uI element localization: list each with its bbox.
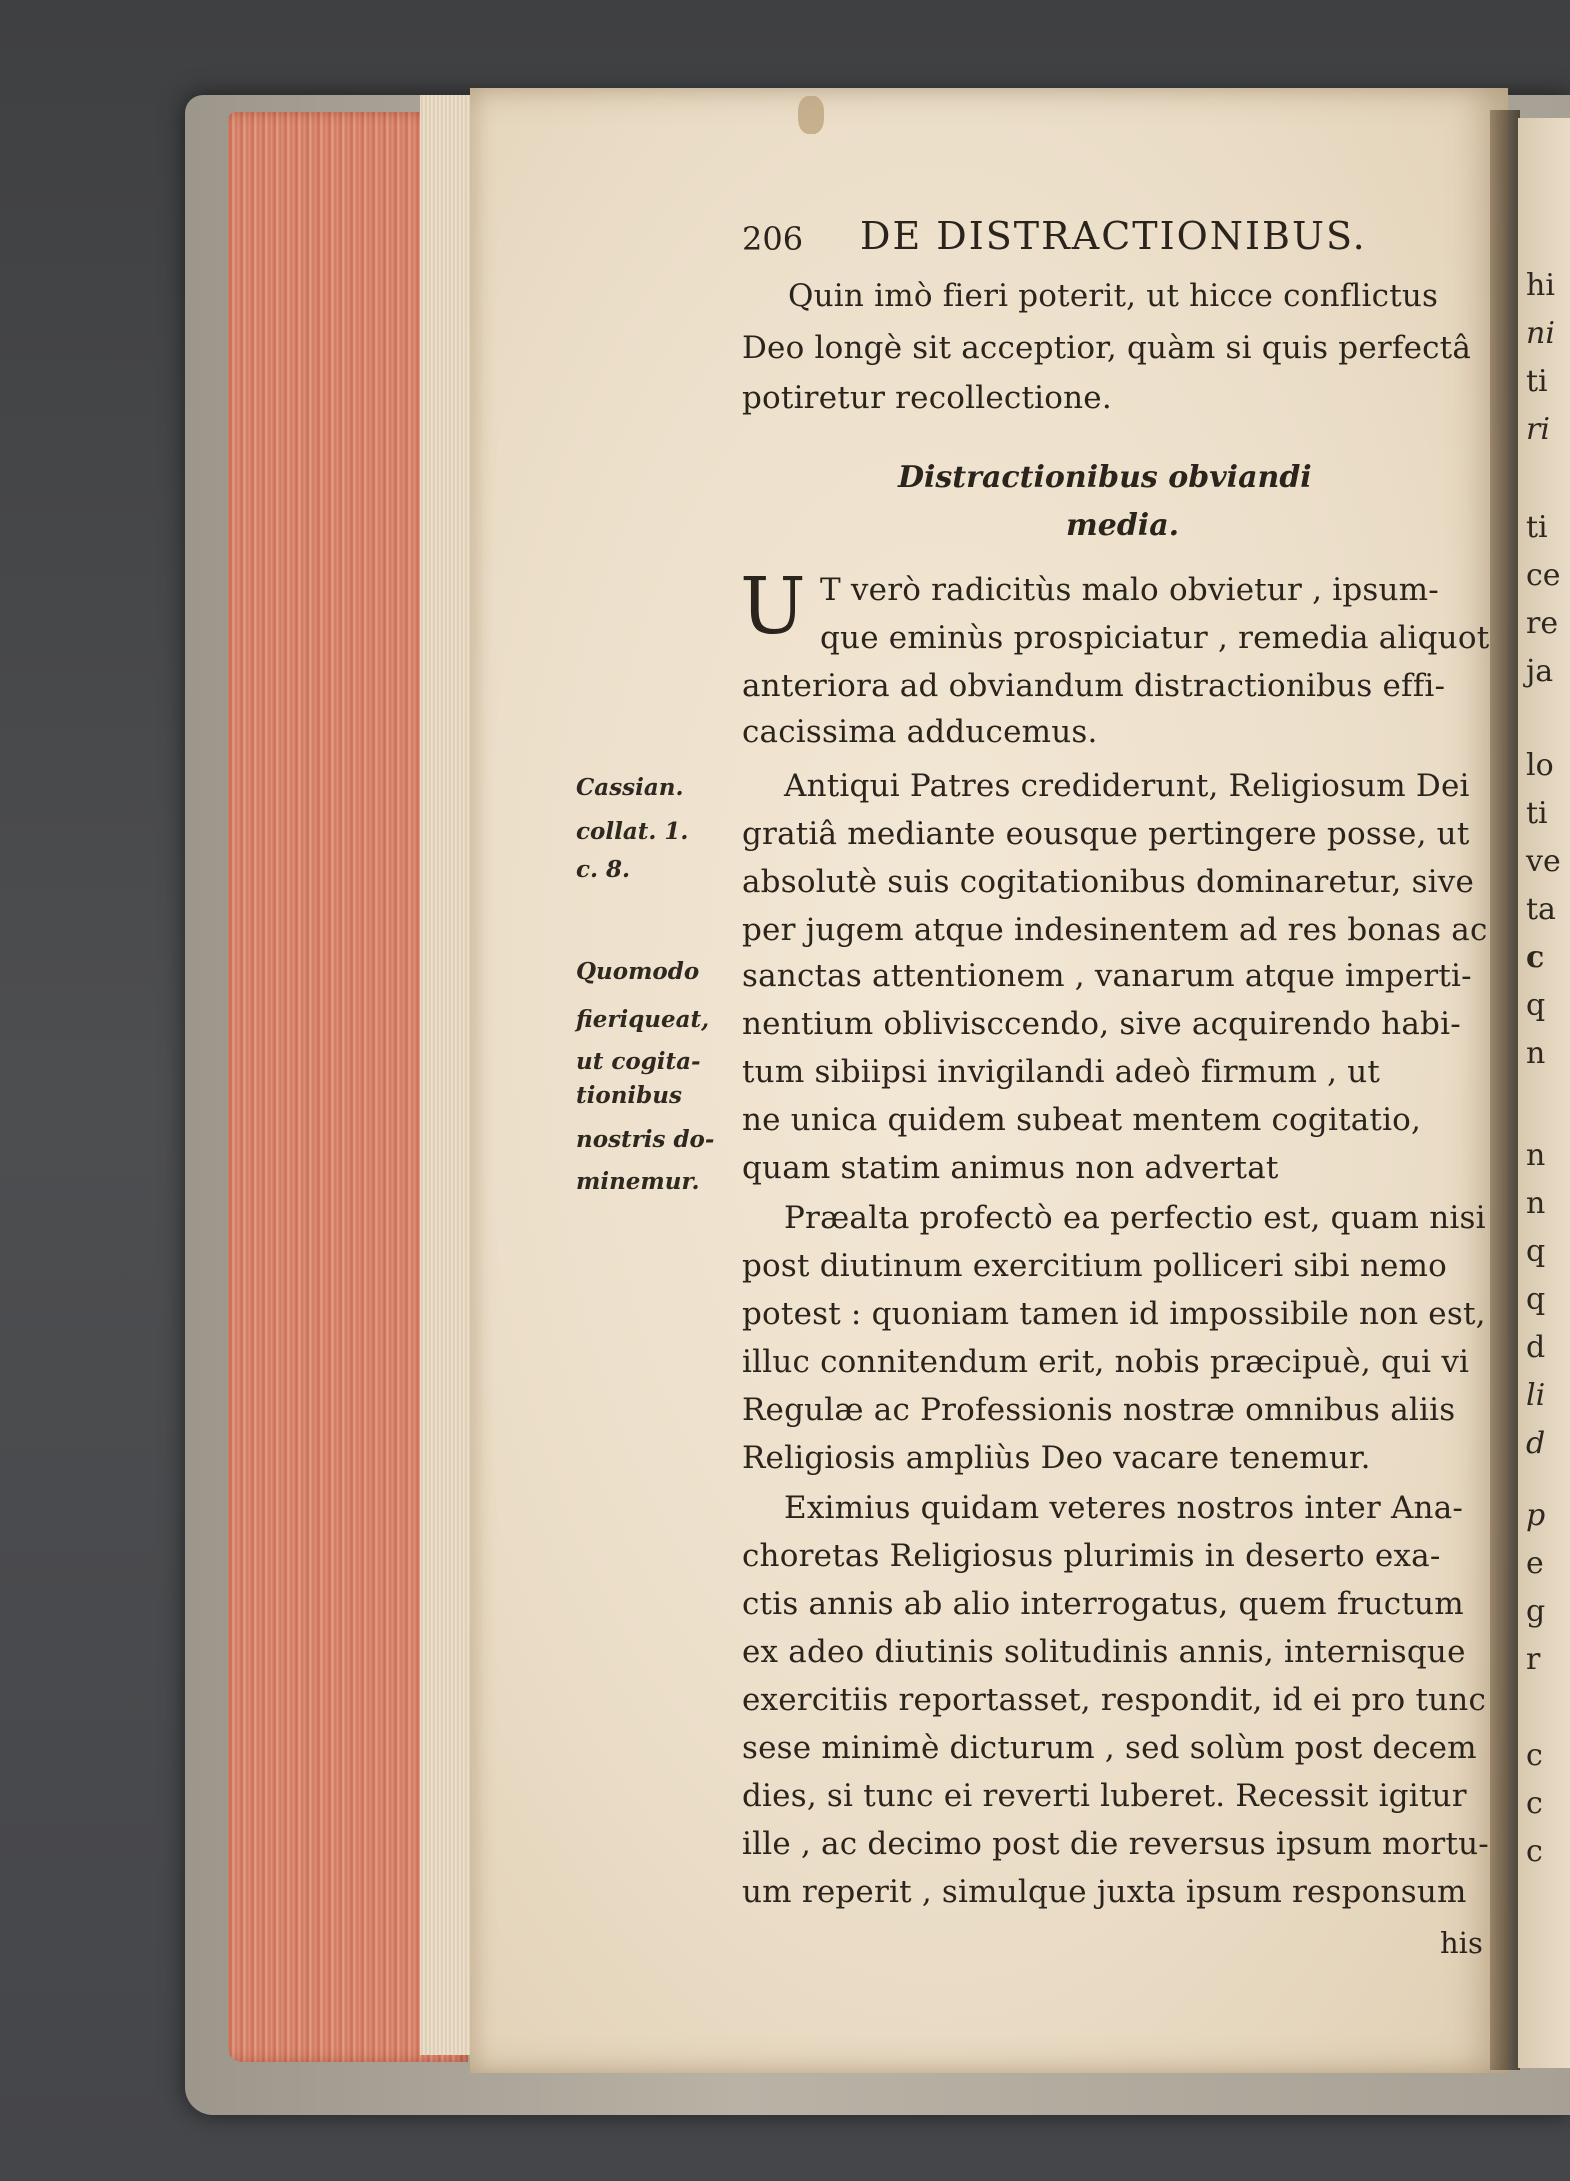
text-line: ctis annis ab alio interrogatus, quem fructum: [742, 1586, 1464, 1622]
paper-stain: [798, 96, 824, 134]
text-line: que eminùs prospiciatur , remedia aliquot: [820, 620, 1490, 656]
facing-fragment: c: [1526, 1738, 1543, 1773]
text-line: choretas Religiosus plurimis in deserto exa-: [742, 1538, 1441, 1574]
text-line: exercitiis reportasset, respondit, id ei pro tunc: [742, 1682, 1487, 1718]
facing-fragment: d: [1526, 1330, 1546, 1365]
text-line: quam statim animus non advertat: [742, 1150, 1279, 1186]
text-line: ne unica quidem subeat mentem cogitatio,: [742, 1102, 1422, 1138]
facing-fragment: q: [1526, 1282, 1546, 1317]
facing-fragment: re: [1526, 606, 1559, 641]
text-line: Religiosis ampliùs Deo vacare tenemur.: [742, 1440, 1371, 1476]
facing-fragment: li: [1526, 1378, 1546, 1413]
facing-fragment: c: [1526, 1834, 1543, 1869]
text-line: ex adeo diutinis solitudinis annis, internisque: [742, 1634, 1466, 1670]
text-line: Eximius quidam veteres nostros inter Ana-: [784, 1490, 1464, 1526]
text-line: Præalta profectò ea perfectio est, quam nisi: [784, 1200, 1486, 1236]
facing-fragment: r: [1526, 1642, 1541, 1677]
facing-fragment: e: [1526, 1546, 1544, 1581]
facing-fragment: ni: [1526, 316, 1555, 351]
facing-fragment: c: [1526, 940, 1545, 975]
margin-note: c. 8.: [576, 856, 631, 883]
text-line: Antiqui Patres crediderunt, Religiosum Dei: [784, 768, 1470, 804]
text-line: potest : quoniam tamen id impossibile non est,: [742, 1296, 1486, 1332]
text-line: anteriora ad obviandum distractionibus effi-: [742, 668, 1446, 704]
facing-fragment: ri: [1526, 412, 1550, 447]
text-line: per jugem atque indesinentem ad res bonas ac: [742, 912, 1488, 948]
facing-fragment: n: [1526, 1186, 1546, 1221]
margin-note: tionibus: [576, 1082, 682, 1109]
facing-fragment: c: [1526, 1786, 1543, 1821]
text-line: dies, si tunc ei reverti luberet. Recessit igitur: [742, 1778, 1467, 1814]
text-line: post diutinum exercitium polliceri sibi nemo: [742, 1248, 1448, 1284]
margin-note: minemur.: [576, 1168, 700, 1195]
text-line: potiretur recollectione.: [742, 380, 1112, 416]
facing-fragment: hi: [1526, 268, 1555, 303]
facing-fragment: ja: [1526, 654, 1554, 689]
facing-fragment: n: [1526, 1138, 1546, 1173]
facing-fragment: p: [1526, 1498, 1546, 1533]
text-line: cacissima adducemus.: [742, 714, 1098, 750]
facing-fragment: lo: [1526, 748, 1554, 783]
facing-fragment: ta: [1526, 892, 1556, 927]
section-heading: Distractionibus obviandi: [898, 460, 1312, 495]
text-line: absolutè suis cogitationibus dominaretur, sive: [742, 864, 1475, 900]
text-line: Regulæ ac Professionis nostræ omnibus aliis: [742, 1392, 1456, 1428]
drop-cap: U: [740, 562, 806, 652]
text-line: gratiâ mediante eousque pertingere posse, ut: [742, 816, 1470, 852]
facing-fragment: ce: [1526, 558, 1561, 593]
margin-note: Quomodo: [576, 958, 700, 985]
text-line: T verò radicitùs malo obvietur , ipsum-: [820, 572, 1439, 608]
page-number: 206: [742, 220, 804, 258]
facing-fragment: q: [1526, 1234, 1546, 1269]
facing-fragment: g: [1526, 1594, 1546, 1629]
facing-fragment: d: [1526, 1426, 1546, 1461]
text-line: Deo longè sit acceptior, quàm si quis perfectâ: [742, 330, 1472, 366]
catchword: his: [1440, 1926, 1483, 1960]
book-gutter: [1490, 110, 1520, 2070]
margin-note: fieriqueat,: [576, 1006, 710, 1033]
facing-fragment: ti: [1526, 796, 1548, 831]
margin-note: Cassian.: [576, 774, 684, 801]
text-line: ille , ac decimo post die reversus ipsum mortu-: [742, 1826, 1489, 1862]
text-line: tum sibiipsi invigilandi adeò firmum , ut: [742, 1054, 1381, 1090]
facing-fragment: ve: [1526, 844, 1561, 879]
margin-note: collat. 1.: [576, 818, 689, 845]
running-head: DE DISTRACTIONIBUS.: [860, 214, 1367, 258]
text-line: illuc connitendum erit, nobis præcipuè, qui vi: [742, 1344, 1470, 1380]
facing-page-edge: [1518, 118, 1570, 2068]
text-line: um reperit , simulque juxta ipsum responsum: [742, 1874, 1467, 1910]
facing-fragment: ti: [1526, 510, 1548, 545]
margin-note: ut cogita-: [576, 1048, 701, 1075]
text-line: nentium oblivisccendo, sive acquirendo habi-: [742, 1006, 1461, 1042]
section-heading: media.: [1066, 508, 1180, 543]
facing-fragment: ti: [1526, 364, 1548, 399]
margin-note: nostris do-: [576, 1126, 715, 1153]
facing-fragment: n: [1526, 1036, 1546, 1071]
text-line: Quin imò fieri poterit, ut hicce conflictus: [788, 278, 1439, 314]
text-line: sese minimè dicturum , sed solùm post decem: [742, 1730, 1477, 1766]
facing-fragment: q: [1526, 988, 1546, 1023]
text-line: sanctas attentionem , vanarum atque imperti-: [742, 958, 1472, 994]
